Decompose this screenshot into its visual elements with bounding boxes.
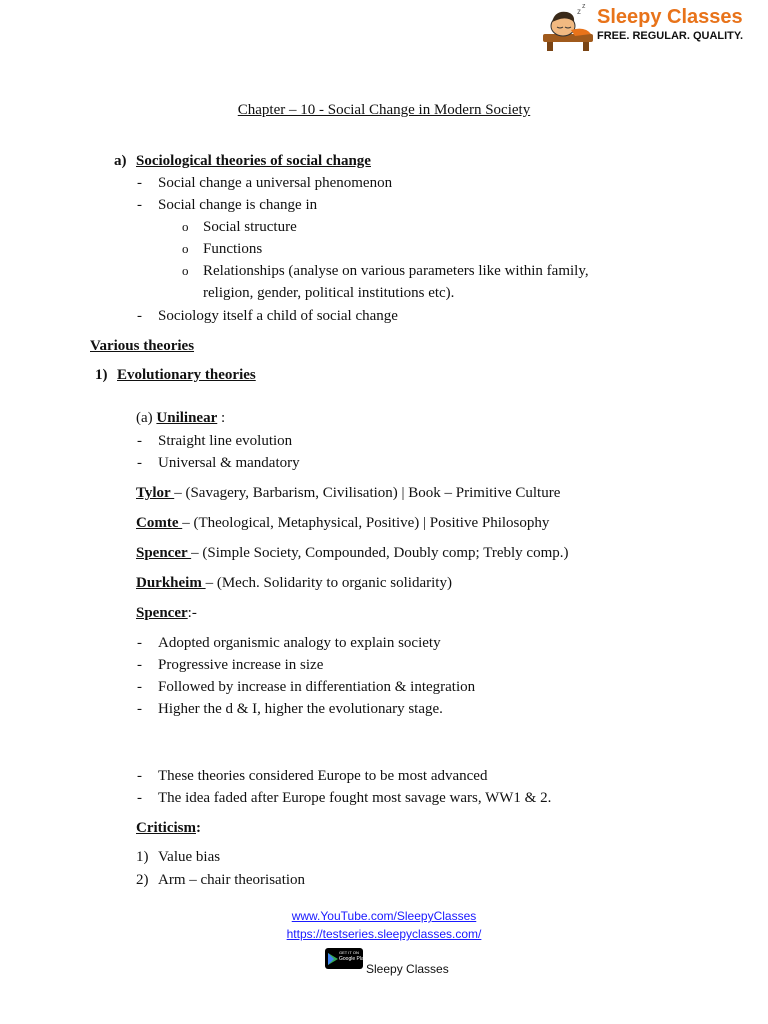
dash-bullet: - <box>137 308 142 324</box>
thinker-line-durkheim <box>136 574 452 592</box>
sub-list-item: Social structure <box>203 219 297 235</box>
brand-tagline: FREE. REGULAR. QUALITY. <box>597 30 744 42</box>
svg-text:z: z <box>582 3 586 10</box>
dash-bullet: - <box>137 197 142 213</box>
thinker-name: Tylor <box>136 485 175 501</box>
list-item: Followed by increase in differentiation & integration <box>158 679 476 695</box>
spencer-subheading <box>136 604 197 622</box>
thinker-name: Spencer <box>136 545 192 561</box>
app-name: Sleepy Classes <box>366 962 449 976</box>
criticism-number: 2) <box>136 872 149 888</box>
unilinear-suffix: : <box>217 410 226 426</box>
list-item: The idea faded after Europe fought most savage wars, WW1 & 2. <box>158 790 552 806</box>
dash-bullet: - <box>137 701 142 717</box>
various-theories-heading: Various theories <box>90 338 195 354</box>
sleeping-student-icon <box>541 0 595 52</box>
criticism-label: Criticism <box>136 820 196 836</box>
criticism-number: 1) <box>136 849 149 865</box>
criticism-item: Value bias <box>158 849 221 865</box>
list-item: Social change a universal phenomenon <box>158 175 393 191</box>
play-store-icon <box>328 953 338 965</box>
thinker-line-tylor <box>136 484 560 502</box>
list-item: Higher the d & I, higher the evolutionary stage. <box>158 701 443 717</box>
criticism-suffix: : <box>195 820 201 836</box>
section-a-label: a) <box>114 153 127 169</box>
section-a-heading: Sociological theories of social change <box>136 153 371 169</box>
thinker-name: Comte <box>136 515 183 531</box>
svg-text:z: z <box>577 7 581 16</box>
circle-bullet: o <box>182 241 189 256</box>
play-badge-top: GET IT ON <box>339 950 359 955</box>
dash-bullet: - <box>137 679 142 695</box>
sub-list-item: Relationships (analyse on various parameters like within family, <box>203 263 589 279</box>
unilinear-line <box>136 409 225 427</box>
thinker-text: – (Savagery, Barbarism, Civilisation) | Book – Primitive Culture <box>174 485 561 501</box>
thinker-line-comte <box>136 514 549 532</box>
thinker-line-spencer <box>136 544 568 562</box>
circle-bullet: o <box>182 263 189 278</box>
sub-list-item-continued: religion, gender, political institutions etc). <box>203 285 455 301</box>
testseries-link[interactable]: https://testseries.sleepyclasses.com/ <box>286 927 482 941</box>
dash-bullet: - <box>137 657 142 673</box>
sub-list-item: Functions <box>203 241 263 257</box>
unilinear-label: Unilinear <box>156 410 218 426</box>
google-play-badge[interactable] <box>325 948 367 969</box>
play-badge-main: Google Play <box>339 956 367 962</box>
list-item: Adopted organismic analogy to explain society <box>158 635 441 651</box>
spencer-label: Spencer <box>136 605 188 621</box>
list-item: These theories considered Europe to be most advanced <box>158 768 488 784</box>
criticism-heading <box>136 819 201 837</box>
thinker-name: Durkheim <box>136 575 206 591</box>
circle-bullet: o <box>182 219 189 234</box>
list-item: Sociology itself a child of social change <box>158 308 398 324</box>
evolutionary-heading: Evolutionary theories <box>117 367 256 383</box>
sleepy-classes-logo <box>541 0 751 52</box>
youtube-link[interactable]: www.YouTube.com/SleepyClasses <box>291 909 477 923</box>
evolutionary-number: 1) <box>95 367 108 383</box>
criticism-item: Arm – chair theorisation <box>158 872 306 888</box>
list-item: Social change is change in <box>158 197 318 213</box>
dash-bullet: - <box>137 175 142 191</box>
list-item: Progressive increase in size <box>158 657 324 673</box>
thinker-text: – (Theological, Metaphysical, Positive) | Positive Philosophy <box>182 515 550 531</box>
page-title: Chapter – 10 - Social Change in Modern Society <box>237 102 531 118</box>
dash-bullet: - <box>137 635 142 651</box>
unilinear-prefix: (a) <box>136 410 153 426</box>
thinker-text: – (Mech. Solidarity to organic solidarity) <box>205 575 452 591</box>
brand-name: Sleepy Classes <box>597 6 743 28</box>
list-item: Universal & mandatory <box>158 455 300 471</box>
dash-bullet: - <box>137 790 142 806</box>
dash-bullet: - <box>137 768 142 784</box>
spencer-suffix: :- <box>187 605 197 621</box>
list-item: Straight line evolution <box>158 433 293 449</box>
dash-bullet: - <box>137 455 142 471</box>
thinker-text: – (Simple Society, Compounded, Doubly comp; Trebly comp.) <box>191 545 569 561</box>
dash-bullet: - <box>137 433 142 449</box>
